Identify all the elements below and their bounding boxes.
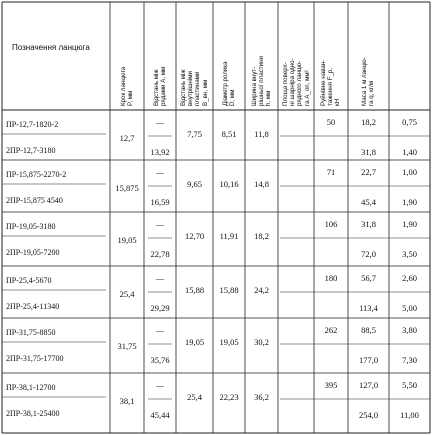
row-distance-value: 29,29 xyxy=(150,302,170,313)
breaking-load-value: 177,0 xyxy=(358,354,379,365)
header-line: кН xyxy=(334,98,342,106)
mass-value: 1,90 xyxy=(402,218,417,229)
breaking-load-value: 45,4 xyxy=(361,196,376,207)
row-distance-value: 45,44 xyxy=(150,409,170,420)
header-row-distance xyxy=(153,8,167,106)
bearing-area-value: 106 xyxy=(324,218,338,229)
header-line: ні шарніра одно- xyxy=(288,58,296,106)
inner-width-value: 9,65 xyxy=(187,178,202,189)
header-line: Маса 1 м ланцю- xyxy=(361,57,369,106)
header-chain-designation: Позначення ланцюга xyxy=(12,43,90,52)
header-bearing-area xyxy=(282,8,311,106)
plate-width-value: 11,8 xyxy=(254,128,269,139)
chain-designation: ПР-25,4-5670 xyxy=(6,276,52,285)
header-mass xyxy=(361,8,375,106)
roller-diameter-value: 10,16 xyxy=(219,178,239,189)
inner-width-value: 19,05 xyxy=(184,336,205,347)
chain-designation: 2ПР-25,4-11340 xyxy=(6,302,60,311)
mass-value: 1,00 xyxy=(402,166,417,177)
mass-value: 11,00 xyxy=(400,409,419,420)
plate-width-value: 18,2 xyxy=(254,230,269,241)
header-line: рішньої пластини xyxy=(257,56,265,106)
row-distance-value: — xyxy=(155,379,165,390)
roller-diameter-value: 15,88 xyxy=(219,284,239,295)
roller-diameter-value: 8,51 xyxy=(221,128,237,139)
plate-width-value: 36,2 xyxy=(254,391,269,402)
breaking-load-value: 254,0 xyxy=(358,409,379,420)
bearing-area-value: 262 xyxy=(324,324,338,335)
pitch-value: 38,1 xyxy=(119,395,135,406)
inner-width-value: 15,88 xyxy=(184,284,205,295)
header-line: D, мм xyxy=(229,89,236,106)
header-line: Ширина внут- xyxy=(250,66,258,106)
roller-diameter-value: 11,91 xyxy=(219,230,239,241)
mass-value: 5,50 xyxy=(402,379,417,390)
mass-value: 3,50 xyxy=(402,248,417,259)
mass-value: 3,80 xyxy=(402,324,417,335)
header-line: га A_оп, мм² xyxy=(303,70,311,106)
header-line: Площа поверх- xyxy=(281,62,289,106)
row-distance-value: — xyxy=(155,116,165,127)
pitch-value: 15,875 xyxy=(115,182,139,193)
header-roller-diameter xyxy=(222,8,236,106)
header-inner-width xyxy=(180,8,209,106)
header-line: h, мм xyxy=(265,90,273,106)
row-distance-value: 22,78 xyxy=(150,248,170,259)
pitch-value: 19,05 xyxy=(117,234,137,245)
header-line: рядного ланцю- xyxy=(296,60,303,106)
bearing-area-value: 50 xyxy=(326,116,336,127)
mass-value: 2,60 xyxy=(402,272,417,283)
chain-designation: ПР-15,875-2270-2 xyxy=(6,170,67,179)
breaking-load-value: 113,4 xyxy=(359,302,378,313)
row-distance-value: — xyxy=(155,166,165,177)
row-distance-value: — xyxy=(155,218,165,229)
inner-width-value: 25,4 xyxy=(187,391,202,402)
pitch-value: 12,7 xyxy=(119,132,135,143)
pitch-value: 25,4 xyxy=(119,288,135,299)
row-distance-value: 35,76 xyxy=(150,354,170,365)
breaking-load-value: 31,8 xyxy=(361,146,376,157)
breaking-load-value: 127,0 xyxy=(358,379,379,390)
breaking-load-value: 56,7 xyxy=(361,272,376,283)
plate-width-value: 24,2 xyxy=(254,284,269,295)
header-line: рядами A, мм xyxy=(160,66,167,106)
header-plate-width xyxy=(251,8,273,106)
header-line: таження F_р, xyxy=(327,67,335,106)
header-line: внутрішніми xyxy=(187,71,195,106)
mass-value: 1,90 xyxy=(402,196,417,207)
chain-designation: ПР-19,05-3180 xyxy=(6,222,56,231)
breaking-load-value: 72,0 xyxy=(361,248,376,259)
header-line: P, мм xyxy=(127,90,134,106)
header-line: Відстань між xyxy=(180,69,188,106)
row-distance-value: 13,92 xyxy=(150,146,170,157)
bearing-area-value: 395 xyxy=(324,379,338,390)
breaking-load-value: 18,2 xyxy=(361,116,376,127)
header-line: B_вн, мм xyxy=(201,79,209,106)
chain-designation: 2ПР-31,75-17700 xyxy=(6,354,64,363)
chain-designation: ПР-12,7-1820-2 xyxy=(6,120,59,129)
header-line: Відстань між xyxy=(152,69,160,106)
chain-designation: 2ПР-19,05-7200 xyxy=(6,248,60,257)
chain-designation: 2ПР-15,875 4540 xyxy=(6,196,63,205)
bearing-area-value: 71 xyxy=(326,166,336,177)
mass-value: 0,75 xyxy=(402,116,417,127)
chain-designation: ПР-31,75-8850 xyxy=(6,328,56,337)
header-pitch xyxy=(120,8,134,106)
header-line: Руйнівне наван- xyxy=(320,59,328,106)
chain-designation: ПР-38,1-12700 xyxy=(6,383,56,392)
chain-designation: 2ПР-38,1-25400 xyxy=(6,409,60,418)
row-distance-value: — xyxy=(155,324,165,335)
roller-diameter-value: 19,05 xyxy=(219,336,239,347)
plate-width-value: 14,8 xyxy=(254,178,269,189)
bearing-area-value: 180 xyxy=(324,272,338,283)
row-distance-value: 16,59 xyxy=(150,196,170,207)
pitch-value: 31,75 xyxy=(117,340,137,351)
mass-value: 7,30 xyxy=(402,354,417,365)
inner-width-value: 7,75 xyxy=(187,128,202,139)
breaking-load-value: 22,7 xyxy=(361,166,376,177)
breaking-load-value: 31,8 xyxy=(361,218,376,229)
mass-value: 5,00 xyxy=(402,302,417,313)
row-distance-value: — xyxy=(155,272,165,283)
breaking-load-value: 88,5 xyxy=(361,324,376,335)
mass-value: 1,40 xyxy=(402,146,417,157)
header-line: га q, кг/м xyxy=(368,80,376,106)
header-line: Крок ланцюга xyxy=(119,66,127,106)
plate-width-value: 30,2 xyxy=(254,336,269,347)
chain-designation: 2ПР-12,7-3180 xyxy=(6,146,56,155)
header-breaking-load xyxy=(320,8,342,106)
header-line: Діаметр ролика xyxy=(221,61,229,106)
inner-width-value: 12,70 xyxy=(184,230,205,241)
header-line: пластинами xyxy=(194,71,202,106)
roller-diameter-value: 22,23 xyxy=(219,391,239,402)
